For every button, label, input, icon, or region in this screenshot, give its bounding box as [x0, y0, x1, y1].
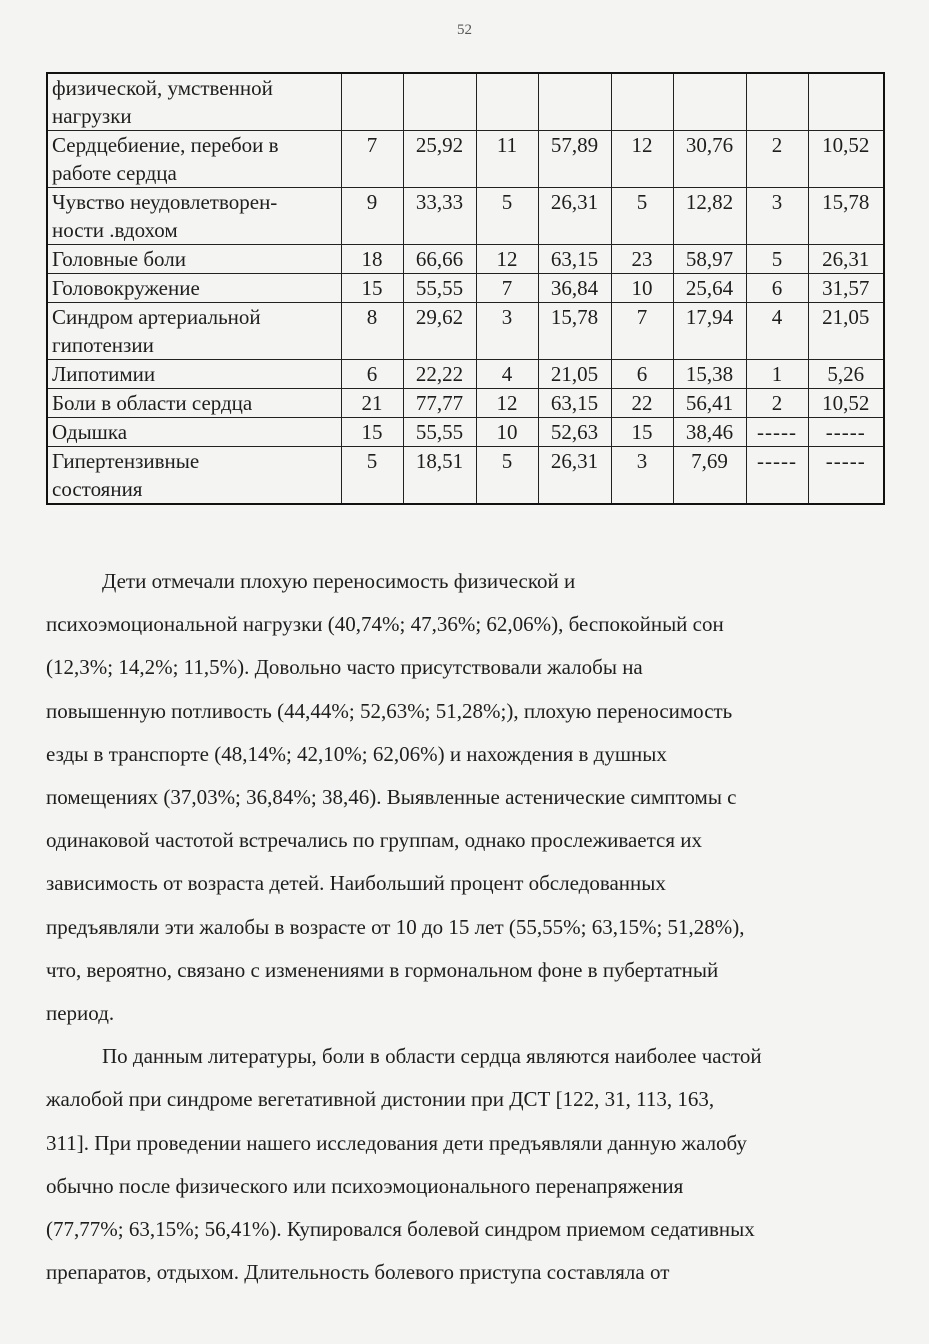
- percent-cell: 15,78: [538, 303, 611, 360]
- percent-cell: 15,78: [808, 188, 884, 245]
- symptom-label-line: Гипертензивные: [52, 449, 200, 473]
- percent-cell: 26,31: [538, 447, 611, 505]
- table-row: [47, 447, 884, 505]
- count-cell: 9: [341, 188, 403, 245]
- count-cell: 6: [611, 360, 673, 389]
- percent-cell: 25,64: [673, 274, 746, 303]
- table-row: [47, 73, 884, 131]
- percent-cell: 21,05: [538, 360, 611, 389]
- paragraph-line: повышенную потливость (44,44%; 52,63%; 51,28%;), плохую переносимость: [46, 698, 733, 723]
- table-row: [47, 360, 884, 389]
- percent-cell: 33,33: [403, 188, 476, 245]
- symptom-label: [47, 73, 341, 131]
- symptom-label-line: Головные боли: [52, 247, 186, 271]
- paragraph-line: одинаковой частотой встречались по группам, однако прослеживается их: [46, 828, 703, 853]
- count-cell: 12: [611, 131, 673, 188]
- paragraph-line: период.: [46, 1001, 115, 1026]
- body-text: [46, 560, 891, 1294]
- count-cell: 22: [611, 389, 673, 418]
- paragraph-line: зависимость от возраста детей. Наибольший процент обследованных: [46, 871, 666, 896]
- percent-cell: 21,05: [808, 303, 884, 360]
- paragraph-line: обычно после физического или психоэмоционального перенапряжения: [46, 1173, 684, 1198]
- symptom-label: [47, 245, 341, 274]
- table-row: [47, 188, 884, 245]
- symptom-label-line: Боли в области сердца: [52, 391, 253, 415]
- count-cell: 3: [746, 188, 808, 245]
- symptom-label: [47, 418, 341, 447]
- percent-cell: 31,57: [808, 274, 884, 303]
- count-cell: 15: [341, 418, 403, 447]
- paragraph-line: По данным литературы, боли в области сердца являются наиболее частой: [102, 1044, 762, 1069]
- count-cell: 5: [341, 447, 403, 505]
- symptom-label-line: работе сердца: [52, 161, 177, 185]
- table-row: [47, 418, 884, 447]
- count-cell: 3: [611, 447, 673, 505]
- percent-cell: [403, 73, 476, 131]
- count-cell: 10: [611, 274, 673, 303]
- percent-cell: 38,46: [673, 418, 746, 447]
- count-cell: 12: [476, 389, 538, 418]
- table-row: [47, 131, 884, 188]
- percent-cell: 15,38: [673, 360, 746, 389]
- page-number: 52: [457, 22, 472, 38]
- count-cell: 4: [746, 303, 808, 360]
- count-cell: [746, 73, 808, 131]
- paragraph-line: езды в транспорте (48,14%; 42,10%; 62,06%) и нахождения в душных: [46, 741, 667, 766]
- percent-cell: 55,55: [403, 418, 476, 447]
- count-cell: 7: [476, 274, 538, 303]
- paragraph-line: что, вероятно, связано с изменениями в гормональном фоне в пубертатный: [46, 957, 719, 982]
- symptom-label-line: Чувство неудовлетворен-: [52, 190, 278, 214]
- count-cell: 5: [476, 447, 538, 505]
- count-cell: 23: [611, 245, 673, 274]
- symptom-label-line: Сердцебиение, перебои в: [52, 133, 279, 157]
- symptom-label-line: физической, умственной: [52, 76, 273, 100]
- count-cell: 18: [341, 245, 403, 274]
- table-row: [47, 303, 884, 360]
- count-cell: -----: [746, 418, 808, 447]
- symptom-label: [47, 360, 341, 389]
- symptom-label-line: гипотензии: [52, 333, 154, 357]
- symptom-label: [47, 188, 341, 245]
- count-cell: 4: [476, 360, 538, 389]
- percent-cell: 30,76: [673, 131, 746, 188]
- percent-cell: 66,66: [403, 245, 476, 274]
- count-cell: -----: [746, 447, 808, 505]
- percent-cell: 18,51: [403, 447, 476, 505]
- symptom-label: [47, 131, 341, 188]
- percent-cell: 58,97: [673, 245, 746, 274]
- percent-cell: 17,94: [673, 303, 746, 360]
- paragraph: [46, 1035, 891, 1294]
- symptom-label-line: Синдром артериальной: [52, 305, 261, 329]
- percent-cell: 56,41: [673, 389, 746, 418]
- count-cell: 5: [746, 245, 808, 274]
- percent-cell: 77,77: [403, 389, 476, 418]
- count-cell: 2: [746, 389, 808, 418]
- count-cell: [611, 73, 673, 131]
- paragraph-line: предъявляли эти жалобы в возрасте от 10 до 15 лет (55,55%; 63,15%; 51,28%),: [46, 914, 745, 939]
- count-cell: 6: [341, 360, 403, 389]
- percent-cell: 22,22: [403, 360, 476, 389]
- percent-cell: 5,26: [808, 360, 884, 389]
- paragraph-line: психоэмоциональной нагрузки (40,74%; 47,36%; 62,06%), беспокойный сон: [46, 612, 724, 637]
- percent-cell: 26,31: [538, 188, 611, 245]
- percent-cell: 26,31: [808, 245, 884, 274]
- count-cell: 1: [746, 360, 808, 389]
- symptom-label: [47, 447, 341, 505]
- paragraph-line: (77,77%; 63,15%; 56,41%). Купировался болевой синдром приемом седативных: [46, 1217, 755, 1242]
- table-body: [47, 73, 884, 504]
- count-cell: 8: [341, 303, 403, 360]
- paragraph-line: 311]. При проведении нашего исследования дети предъявляли данную жалобу: [46, 1130, 747, 1155]
- count-cell: [476, 73, 538, 131]
- count-cell: 10: [476, 418, 538, 447]
- symptoms-table: [46, 72, 885, 505]
- percent-cell: -----: [808, 418, 884, 447]
- symptom-label-line: Одышка: [52, 420, 128, 444]
- symptom-label-line: нагрузки: [52, 104, 132, 128]
- percent-cell: 55,55: [403, 274, 476, 303]
- paragraph: [46, 560, 891, 1035]
- count-cell: 7: [341, 131, 403, 188]
- percent-cell: 63,15: [538, 245, 611, 274]
- count-cell: 15: [611, 418, 673, 447]
- count-cell: 11: [476, 131, 538, 188]
- percent-cell: 57,89: [538, 131, 611, 188]
- percent-cell: -----: [808, 447, 884, 505]
- paragraph-line: препаратов, отдыхом. Длительность болевого приступа составляла от: [46, 1260, 670, 1285]
- percent-cell: 12,82: [673, 188, 746, 245]
- symptom-label: [47, 389, 341, 418]
- paragraph-line: жалобой при синдроме вегетативной дистонии при ДСТ [122, 31, 113, 163,: [46, 1087, 715, 1112]
- table-row: [47, 245, 884, 274]
- percent-cell: 29,62: [403, 303, 476, 360]
- percent-cell: [673, 73, 746, 131]
- table-row: [47, 389, 884, 418]
- count-cell: 5: [476, 188, 538, 245]
- percent-cell: 63,15: [538, 389, 611, 418]
- count-cell: 6: [746, 274, 808, 303]
- paragraph-line: помещениях (37,03%; 36,84%; 38,46). Выявленные астенические симптомы с: [46, 785, 737, 810]
- symptom-label: [47, 303, 341, 360]
- percent-cell: 7,69: [673, 447, 746, 505]
- paragraph-line: (12,3%; 14,2%; 11,5%). Довольно часто присутствовали жалобы на: [46, 655, 643, 680]
- percent-cell: 10,52: [808, 131, 884, 188]
- symptom-label-line: Головокружение: [52, 276, 200, 300]
- count-cell: 21: [341, 389, 403, 418]
- count-cell: 7: [611, 303, 673, 360]
- count-cell: 2: [746, 131, 808, 188]
- percent-cell: 52,63: [538, 418, 611, 447]
- symptom-label-line: ности .вдохом: [52, 218, 178, 242]
- count-cell: [341, 73, 403, 131]
- symptom-label-line: Липотимии: [52, 362, 156, 386]
- count-cell: 12: [476, 245, 538, 274]
- percent-cell: 10,52: [808, 389, 884, 418]
- percent-cell: [808, 73, 884, 131]
- percent-cell: 25,92: [403, 131, 476, 188]
- symptom-label: [47, 274, 341, 303]
- count-cell: 3: [476, 303, 538, 360]
- symptom-label-line: состояния: [52, 477, 143, 501]
- percent-cell: [538, 73, 611, 131]
- percent-cell: 36,84: [538, 274, 611, 303]
- count-cell: 5: [611, 188, 673, 245]
- paragraph-line: Дети отмечали плохую переносимость физической и: [102, 569, 576, 593]
- table-row: [47, 274, 884, 303]
- count-cell: 15: [341, 274, 403, 303]
